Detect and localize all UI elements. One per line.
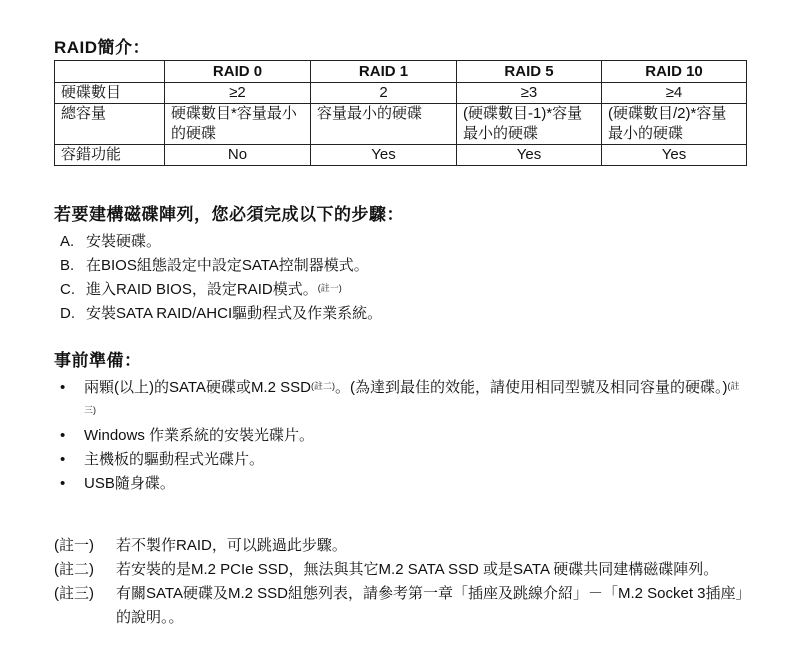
list-item [60,278,382,302]
list-item [60,472,750,496]
table-cell: 硬碟數目*容量最小的硬碟 [165,104,311,145]
bullet-icon: • [60,451,66,468]
table-header-cell: RAID 0 [165,61,311,83]
list-item [60,448,750,472]
footnotes [54,534,754,630]
footnote [54,534,754,558]
raid-comparison-table [54,60,747,166]
step-text: 安裝SATA RAID/AHCI驅動程式及作業系統。 [86,305,383,322]
table-cell: 容量最小的硬碟 [311,104,457,145]
steps-list [60,230,382,326]
footnote-ref: (註二) [310,381,335,391]
footnote-tag: (註二) [54,561,94,578]
step-text: 進入RAID BIOS，設定RAID模式。 [86,281,318,298]
footnote-text: 有關SATA硬碟及M.2 SSD組態列表，請參考第一章「插座及跳線介紹」－「M.2 Socket 3插座」的說明。。 [116,585,751,626]
prep-text: USB隨身碟。 [84,475,175,492]
table-cell: 2 [311,83,457,104]
table-cell: (硬碟數目/2)*容量最小的硬碟 [602,104,747,145]
footnote-tag: (註一) [54,537,94,554]
table-cell: Yes [311,145,457,166]
step-letter: A. [60,233,75,250]
step-letter: C. [60,281,75,298]
footnote-text: 若不製作RAID，可以跳過此步驟。 [116,537,347,554]
steps-heading: 若要建構磁碟陣列，您必須完成以下的步驟： [54,205,404,224]
footnote-ref: (註三) [84,381,740,415]
prep-text: 主機板的驅動程式光碟片。 [84,451,265,468]
footnote-tag: (註三) [54,585,94,602]
table-cell: ≥4 [602,83,747,104]
prep-text: 。(為達到最佳的效能，請使用相同型號及相同容量的硬碟。) [334,379,728,396]
raid-intro-heading: RAID簡介： [54,38,151,57]
footnote [54,558,754,582]
bullet-icon: • [60,379,66,396]
table-header-row [55,61,747,83]
row-label: 總容量 [55,104,165,145]
list-item [60,302,382,326]
table-header-cell: RAID 5 [457,61,602,83]
bullet-icon: • [60,475,66,492]
bullet-icon: • [60,427,66,444]
table-header-cell: RAID 10 [602,61,747,83]
prep-heading: 事前準備： [54,351,142,370]
footnote-ref: (註一) [317,283,342,293]
list-item [60,254,382,278]
step-text: 安裝硬碟。 [86,233,162,250]
step-letter: D. [60,305,75,322]
table-cell: ≥2 [165,83,311,104]
table-cell: (硬碟數目-1)*容量最小的硬碟 [457,104,602,145]
table-cell: Yes [457,145,602,166]
prep-text: Windows 作業系統的安裝光碟片。 [84,427,315,444]
prep-text: 兩顆(以上)的SATA硬碟或M.2 SSD [84,379,311,396]
table-cell: ≥3 [457,83,602,104]
footnote [54,582,754,630]
footnote-text: 若安裝的是M.2 PCIe SSD，無法與其它M.2 SATA SSD 或是SATA 硬碟共同建構磁碟陣列。 [116,561,719,578]
row-label: 硬碟數目 [55,83,165,104]
table-row [55,83,747,104]
prep-list [60,376,750,496]
table-cell: Yes [602,145,747,166]
table-row [55,104,747,145]
list-item [60,424,750,448]
table-header-cell [55,61,165,83]
list-item [60,230,382,254]
list-item [60,376,750,424]
table-header-cell: RAID 1 [311,61,457,83]
table-cell: No [165,145,311,166]
row-label: 容錯功能 [55,145,165,166]
table-row [55,145,747,166]
step-text: 在BIOS組態設定中設定SATA控制器模式。 [86,257,369,274]
step-letter: B. [60,257,75,274]
